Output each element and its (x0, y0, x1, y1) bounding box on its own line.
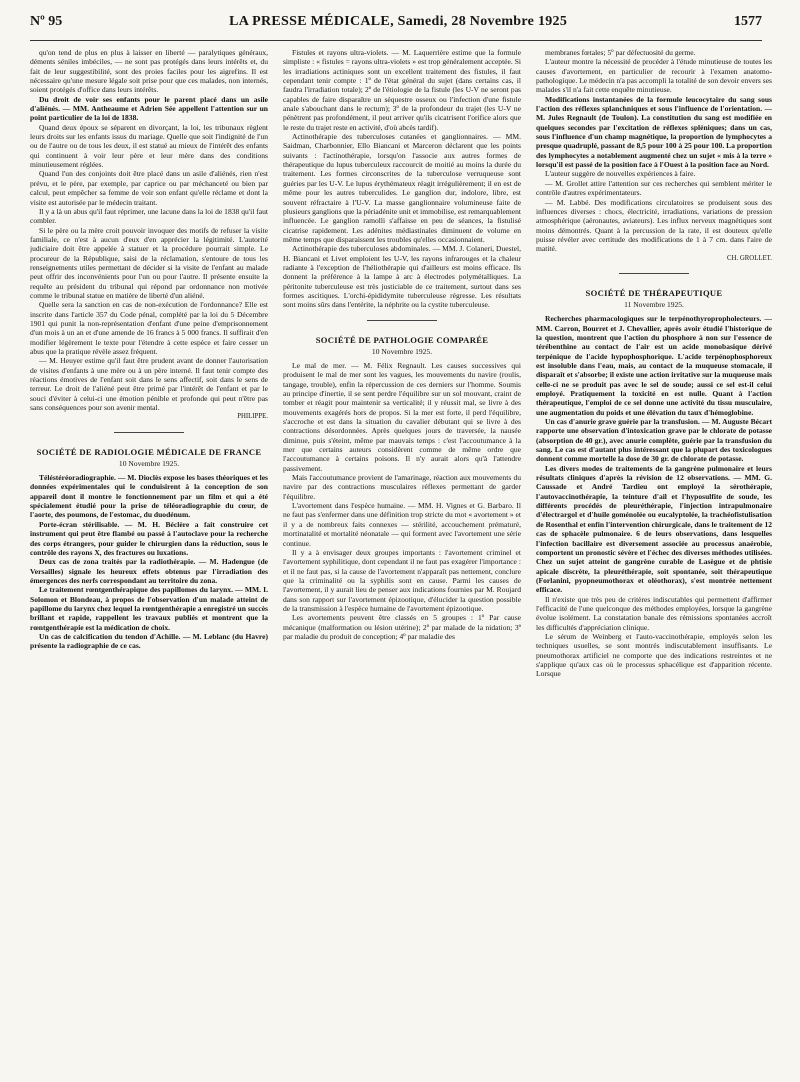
article-entry: Téléstéréoradiographie. — M. Dioclès expose les bases théoriques et les données expérimentales qui le conduisirent à la conception de son appareil dont il montre le fonctionnement par un film et qui a été spécialement étudié pour la prise de téléoradiographie du cœur, de l'aorte, des poumons, de l'estomac, du duodénum. (30, 473, 268, 520)
article-entry: Le traitement rœntgenthérapique des papillomes du larynx. — MM. I. Solomon et Blondeau, à propos de l'observation d'un malade atteint de papillome du larynx chez lequel la rœntgenthérapie a enregistré un succès brillant et rapide, rappellent les travaux publiés et montrent que la rœntgenthérapie est la médication de choix. (30, 585, 268, 632)
section-date: 10 Novembre 1925. (371, 346, 433, 356)
article-entry: Un cas de calcification du tendon d'Achille. — M. Leblanc (du Havre) présente la radiographie de ce cas. (30, 631, 268, 651)
section-title: SOCIÉTÉ DE PATHOLOGIE COMPARÉE (315, 334, 489, 345)
article-entry: Porte-écran stérilisable. — M. H. Béclère a fait construire cet instrument qui peut être flambé ou passé à l'autoclave pour la recherche des corps étrangers, pour guider le chirurgien dans la réduction, sous le contrôle des rayons X, des fractures ou luxations. (30, 519, 268, 557)
article-entry: Fistules et rayons ultra-violets. — M. Laquerrière estime que la formule simpliste : « fistules = rayons ultra-violets » est trop généralement acceptée. Si les irradiations actiniques sont un excellent traitement des fistules, il faut cependant tenir compte : 1º de l'état général du sujet (dans certains cas, il faudra l'irradiation totale); 2º de l'étiologie de la fistule (les U-V ne seront pas capables de faire disparaître un séquestre osseux ou l'infection d'une fistule anale s'abouchant dans le rectum); 3º de la profondeur du trajet (les U-V ne pénètrent pas profondément, il peut arriver qu'ils cicatrisent l'orifice alors que le reste du trajet reste en activité, d'où abcès tardif). (283, 48, 521, 132)
section-divider (367, 320, 437, 321)
paragraph: Quand deux époux se séparent en divorçant, la loi, les tribunaux règlent leurs droits sur les enfants issus du mariage. Quelle que soit l'indignité de l'un ou de l'autre ou de tous les deux, il est statué au mieux de l'intérêt des enfants qui continuent à voir leur père et leur mère dans des conditions minutieusement réglées. (30, 122, 268, 170)
column-3 (536, 48, 772, 1078)
article-heading: Du droit de voir ses enfants pour le parent placé dans un asile d'aliénés. — MM. Antheaume et Adrien Sée appellent l'attention sur un point particulier de la loi de 1838. (30, 94, 268, 123)
article-entry: Modifications instantanées de la formule leucocytaire du sang sous l'action des réflexes splanchniques et sous l'influence de l'orientation. — M. Jules Regnault (de Toulon). La constitution du sang est modifiée en quelques secondes par l'excitation de réflexes spléniques; dans un cas, sous l'influence d'un champ magnétique, la proportion de lymphocytes a presque quadruplé, passant de 8,5 pour 100 à 25 pour 100. La proportion des lymphocytes a notablement augmenté chez un sujet « mis à la terre » lorsqu'il est passé de la position face à l'Ouest à la position face au Nord. (536, 94, 772, 170)
section-divider (619, 273, 689, 274)
paragraph: L'auteur suggère de nouvelles expériences à faire. (545, 169, 696, 179)
section-divider (114, 432, 184, 433)
article-entry: Les divers modes de traitements de la gangrène pulmonaire et leurs résultats cliniques d'après la révision de 12 observations. — MM. G. Caussade et André Tardieu ont employé la sérothérapie, l'autovaccinothérapie, la teinture d'ail et l'hyposulfite de soude, les différents procédés de pleuréthérapie, l'injection intrapulmonaire d'électrargol et d'huile goménolée ou eucalyptolée, la trachéofistulisation de Rosenthal et enfin l'intervention chirurgicale, dans le traitement de 12 cas de sphacèle pulmonaire. 6 de leurs observations, dans lesquelles l'infection bacillaire est diversement associée au processus anaérobie, comportent un pronostic sévère et l'échec des diverses méthodes utilisées. Chez un sujet atteint de gangrène curable de Lasègue et de phtisie apicale discrète, la pleuréthérapie, soit spontanée, soit thérapeutique (Forlanini, pyopneumothorax et oléothorax), s'est montrée nettement efficace. (536, 463, 772, 595)
paragraph: Il y a à envisager deux groupes importants : l'avortement criminel et l'avortement syphilitique, dont cependant il ne faut pas exagérer l'importance : et il ne faut pas, si la cause de l'avortement n'apparaît pas nettement, conclure que la criminalité ou la syphilis sont en cause. Parmi les causes de l'avortement, il y aurait lieu de penser aux indications fournies par M. Roujard dans son rapport sur l'avortement épizootique, d'élucider la question possible de la transmission à l'espèce humaine de l'avortement épizootique. (283, 547, 521, 613)
page-number: 1577 (734, 14, 762, 29)
signature: PHILIPPE. (237, 413, 268, 421)
signature: CH. GROLLET. (727, 254, 772, 262)
paragraph: qu'on tend de plus en plus à laisser en liberté — paralytiques généraux, déments séniles imbéciles, — ne sont pas protégés dans leurs intérêts et, du fait de leur suggestibilité, sont des proies faciles pour les aigrefins. Il est nécessaire qu'une mesure légale soit prise pour que ces malades, non internés, soient protégés d'office dans leurs intérêts. (30, 48, 268, 95)
paragraph: Il n'existe que très peu de critères indiscutables qui permettent d'affirmer l'efficacité de l'une quelconque des méthodes employées, lorsque la gangrène évolue isolément. La constatation banale des rémissions spontanées accroît les difficultés d'appréciation clinique. (536, 594, 772, 632)
paragraph: Il y a là un abus qu'il faut réprimer, une lacune dans la loi de 1838 qu'il faut combler. (30, 206, 268, 226)
article-entry: Un cas d'anurie grave guérie par la transfusion. — M. Auguste Bécart rapporte une observation d'intoxication grave par le chlorate de potasse (absorption de 40 gr.), avec anurie complète, guérie par la transfusion du sang. Le cas est d'autant plus intéressant que la plupart des toxicologues donnent comme mortelle la dose de 30 gr. de chlorate de potasse. (536, 417, 772, 464)
article-entry: Actinothérapie des tuberculoses cutanées et ganglionnaires. — MM. Saidman, Charbonnier, Ello Biancani et Marceron déclarent que les points suivants : l'actinothérapie, lorsqu'on l'associe aux autres formes de thérapeutique du lupus tuberculeux raccourcit de moitié au moins la durée du traitement. Les formes circonscrites de la tuberculose verruqueuse sont guéries par les U-V. Le lupus érythémateux réagit irrégulièrement; il en est de même pour les autres tuberculides. Le ganglion dur, indolore, libre, est souvent réfractaire à l'U-V. La masse ganglionnaire volumineuse faite de plusieurs ganglions que la périadénite unit et immobilise, est remarquablement influencée. Le ganglion ramolli s'affaisse en peu de séances, la fistulisé cicatrise rapidement. Les adénites médiastinales diminuent de volume en même temps que disparaissent les troubles qu'elles occasionnaient. (283, 132, 521, 244)
article-entry: Le mal de mer. — M. Félix Regnault. Les causes successives qui produisent le mal de mer sont les vagues, les mouvements du navire (roulis, tangage, trouble), enfin la répercussion de ces derniers sur l'homme. Soumis au principe d'inertie, il se sent perdre l'équilibre sur un sol mouvant, craint de tomber et réagit pour maintenir sa verticalité; il y réussit mal, se livre à des mouvements exagérés hors de propos. Si la mer est forte, il perd l'équilibre, s'accroche et est dans la situation du cavalier débutant qui se livre à des contractions désordonnées. Après quelques jours de traversée, la nausée diminue, puis s'éteint, même par mauvais temps : c'est l'accoutumance à la mer que certains auteurs considèrent comme de même ordre que l'accoutumance à certains poisons. Il n'y aurait alors qu'à l'attendre passivement. (283, 360, 521, 473)
paragraph: L'auteur montre la nécessité de procéder à l'étude minutieuse de toutes les causes d'avortement, en particulier de recourir à l'examen anatomo-pathologique. Le médecin n'a pas accompli la totalité de son devoir envers ses malades s'il n'a fait cette enquête minutieuse. (536, 57, 772, 95)
column-1 (30, 48, 268, 1078)
section-title: SOCIÉTÉ DE RADIOLOGIE MÉDICALE DE FRANCE (36, 446, 262, 457)
header-rule (30, 40, 762, 41)
article-entry: Deux cas de zona traités par la radiothérapie. — M. Hadengue (de Versailles) signale les heureux effets obtenus par l'irradiation des émergences des nerfs correspondant au territoire du zona. (30, 557, 268, 585)
column-2 (283, 48, 521, 1078)
section-date: 11 Novembre 1925. (624, 299, 684, 309)
paragraph: membranes fœtales; 5º par défectuosité du germe. (545, 48, 696, 57)
paragraph: — M. Heuyer estime qu'il faut être prudent avant de donner l'autorisation de visites d'enfants à une mère ou à un père interné. Il faut tenir compte des réactions émotives de l'enfant soit dans le sens affectif, soit dans le sens de terreur. Le droit de l'aliéné peut être primé par l'intérêt de l'enfant et par le souci d'éviter à celui-ci une émotion pénible et profonde qui peut n'être pas sans conséquences pour son avenir mental. (30, 356, 268, 413)
journal-title: LA PRESSE MÉDICALE, Samedi, 28 Novembre 1925 (229, 14, 568, 29)
paragraph: Le sérum de Weinberg et l'auto-vaccinothérapie, employés selon les techniques usuelles, se sont montrés indiscutablement insuffisants. Le pneumothorax artificiel ne comporte que des indications restreintes et ne s'applique qu'aux cas où le processus sphacélique est d'apparition récente. Lorsque (536, 631, 772, 679)
paragraph: Quelle sera la sanction en cas de non-exécution de l'ordonnance? Elle est inscrite dans l'article 357 du Code pénal, complété par la loi du 5 Décembre 1901 qui punit la non-représentation d'enfant d'une peine d'emprisonnement d'un mois à un an et d'une amende de 16 francs à 5 000 francs. Il suffirait d'en modifier légèrement le texte pour l'étendre à cette espèce et faire cesser un abus que la pratique révèle assez fréquent. (30, 300, 268, 356)
paragraph: Mais l'accoutumance provient de l'amarinage, réaction aux mouvements du navire par des contractions musculaires réflexes permettant de garder l'équilibre. (283, 473, 521, 501)
article-entry: L'avortement dans l'espèce humaine. — MM. H. Vignes et G. Barbaro. Il ne faut pas s'enfermer dans une définition trop stricte du mot « avortement » et il y a de nombreux faits connexes — stérilité, accouchement prématuré, mortinatalité et mortalité néonatale — qui forment avec l'avortement une série continue. (283, 501, 521, 548)
paragraph: Quand l'un des conjoints doit être placé dans un asile d'aliénés, rien n'est prévu, et le père, par exemple, par caprice ou par méchanceté ou bien par calcul, peut empêcher sa femme de voir son enfant qu'elle réclame et dont la visite est autorisée par le médecin traitant. (30, 169, 268, 207)
paragraph: Si le père ou la mère croit pouvoir invoquer des motifs de refuser la visite familiale, ce n'est à aucun d'eux d'en apprécier la légitimité. L'autorité judiciaire doit être appelée à statuer et la procédure pourrait simple. Le procureur de la République, saisi de la réclamation, s'entoure de tous les renseignements utiles permettant de décider si la visite de l'enfant au malade peut offrir des inconvénients pour l'un ou pour l'autre. Il présente ensuite la requête au président du tribunal qui répond par ordonnance non motivée comme le tribunal statue en matière de liberté d'un aliéné. (30, 225, 268, 300)
issue-number: Nº 95 (30, 14, 63, 29)
paragraph: — M. Labbé. Des modifications circulatoires se produisent sous des influences diverses : chocs, électricité, irradiations, variations de pression atmosphérique (aéronautes, aviateurs). Les influx nerveux magnétiques sont moins démontrés. Quant à la percussion de la rate, il est douteux qu'elle puisse révéler avec certitude des modifications de 1 à 7 cm. dans l'aire de matité. (536, 197, 772, 254)
section-date: 10 Novembre 1925. (118, 458, 180, 468)
article-entry: Recherches pharmacologiques sur le terpénothyropropholecteurs. — MM. Carron, Bourret et J. Chevallier, après avoir étudié l'historique de la question, montrent que l'action du phosphore à non sur l'essence de térébenthine au contact de l'air est un acide monobasique dérivé terpénique de l'acide hypophosphorique. L'acide terpénophosphoreux est insoluble dans l'eau, mais, au contact de la muqueuse stomacale, il disparaît et s'absorbe; il existe une action irritative sur la muqueuse mais celle-ci ne se produit pas avec le sel de soude; aussi ce sel est-il celui employé. Pratiquement la toxicité en est nulle. Quant à l'action thérapeutique, l'emploi de ce sel donne une activité du tissu musculaire, une augmentation du poids et une élévation du taux d'hémoglobine. (536, 314, 772, 417)
paragraph: — M. Grollet attire l'attention sur ces recherches qui semblent mériter le contrôle d'autres expérimentateurs. (536, 178, 772, 198)
paragraph: Les avortements peuvent être classés en 5 groupes : 1º Par cause mécanique (malformation ou lésion utérine); 2º par malade de la nidation; 3º par maladie du produit de conception; 4º par maladie des (283, 613, 521, 641)
section-title: SOCIÉTÉ DE THÉRAPEUTIQUE (585, 287, 723, 298)
page-header (30, 14, 762, 36)
article-entry: Actinothérapie des tuberculoses abdominales. — MM. J. Colaneri, Duestel, H. Biancani et Livet emploient les U-V, les rayons infrarouges et la chaleur radiante à l'exception de l'héliothérapie qui d'ailleurs est moins efficace. Ils donnent la préférence à la lampe à arc à électrodes polymétalliques. La péritonite tuberculeuse est très justiciable de ce traitement, surtout dans ses formes ascitiques. L'orchi-épididymite tuberculeuse régresse. Les résultats sont moins sûrs dans l'entérite, la néphrite ou la cystite tuberculeuse. (283, 244, 521, 310)
